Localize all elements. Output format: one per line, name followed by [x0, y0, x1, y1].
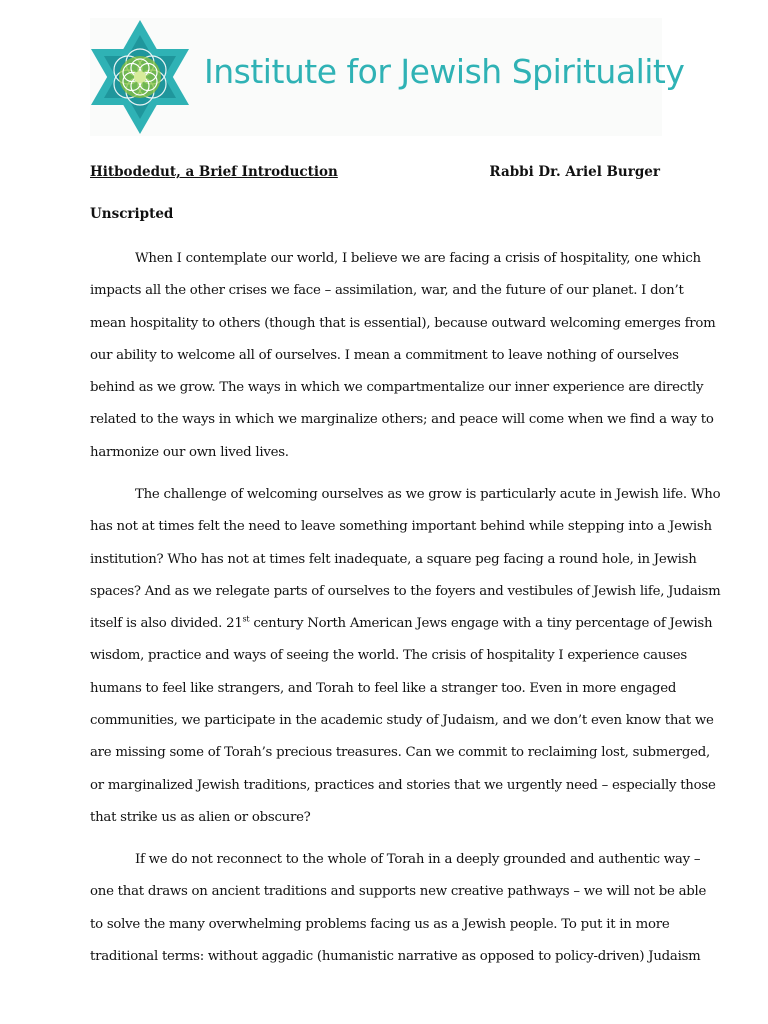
paragraph-line: impacts all the other crises we face – assimilation, war, and the future of our planet. I don’t [90, 283, 684, 299]
line-prefix: itself is also divided. [90, 616, 227, 632]
organization-name: Institute for Jewish Spirituality [204, 52, 685, 91]
paragraph-line: wisdom, practice and ways of seeing the world. The crisis of hospitality I experience causes [90, 648, 687, 664]
paragraph-line: traditional terms: without aggadic (humanistic narrative as opposed to policy-driven) Judaism [90, 948, 701, 964]
ordinal-suffix: st [242, 614, 250, 624]
section-heading: Unscripted [90, 206, 174, 222]
paragraph-line: has not at times felt the need to leave something important behind while stepping into a Jewish [90, 519, 712, 535]
paragraph-line: mean hospitality to others (though that is essential), because outward welcoming emerges from [90, 315, 716, 331]
paragraph-line: humans to feel like strangers, and Torah to feel like a stranger too. Even in more engaged [90, 680, 677, 696]
paragraph-line: harmonize our own lived lives. [90, 444, 289, 460]
paragraph-line: related to the ways in which we marginalize others; and peace will come when we find a way to [90, 412, 714, 428]
paragraph-line: institution? Who has not at times felt inadequate, a square peg facing a round hole, in Jewish [90, 551, 697, 567]
paragraph-line: to solve the many overwhelming problems facing us as a Jewish people. To put it in more [90, 916, 670, 932]
document-title: Hitbodedut, a Brief Introduction [90, 164, 338, 180]
paragraph-line: communities, we participate in the academic study of Judaism, and we don’t even know that we [90, 713, 714, 729]
document-header [90, 164, 660, 184]
six-pointed-star-flower-icon [90, 18, 190, 136]
paragraph-3 [90, 844, 707, 973]
ordinal-number: 21 [226, 616, 243, 632]
letterhead [90, 18, 685, 136]
paragraph-2 [90, 479, 721, 834]
paragraph-line: that strike us as alien or obscure? [90, 809, 311, 825]
paragraph-line: behind as we grow. The ways in which we compartmentalize our inner experience are directly [90, 380, 704, 396]
document-author: Rabbi Dr. Ariel Burger [489, 164, 660, 180]
paragraph-line: our ability to welcome all of ourselves. I mean a commitment to leave nothing of ourselves [90, 347, 679, 363]
paragraph-1 [90, 243, 716, 469]
paragraph-line: spaces? And as we relegate parts of ourselves to the foyers and vestibules of Jewish life, Judaism [90, 583, 721, 599]
paragraph-line: are missing some of Torah’s precious treasures. Can we commit to reclaiming lost, submerged, [90, 745, 710, 761]
paragraph-line: The challenge of welcoming ourselves as we grow is particularly acute in Jewish life. Who [135, 487, 721, 502]
line-text: century North American Jews engage with a tiny percentage of Jewish [249, 616, 713, 632]
paragraph-line: When I contemplate our world, I believe we are facing a crisis of hospitality, one which [135, 251, 701, 266]
paragraph-line: or marginalized Jewish traditions, practices and stories that we urgently need – especially those [90, 777, 716, 793]
paragraph-line: one that draws on ancient traditions and supports new creative pathways – we will not be able [90, 884, 707, 900]
paragraph-line: If we do not reconnect to the whole of Torah in a deeply grounded and authentic way – [135, 852, 701, 867]
paragraph-line-with-ordinal [90, 608, 713, 640]
